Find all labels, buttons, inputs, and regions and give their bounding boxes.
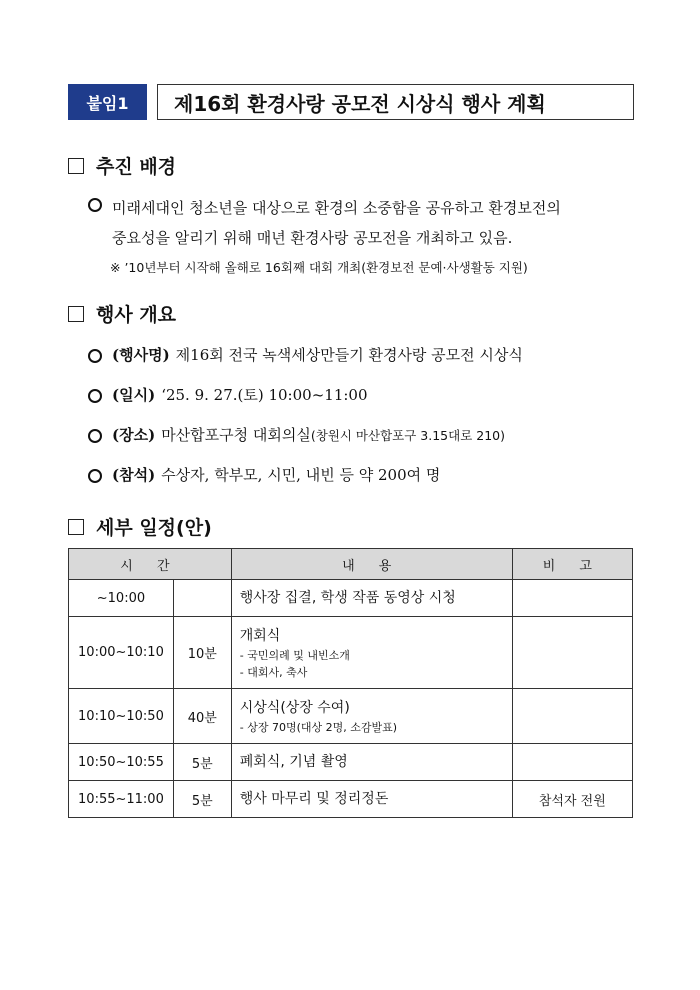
circle-bullet-icon [88,198,102,212]
overview-item-attendees: (참석) 수상자, 학부모, 시민, 내빈 등 약 200여 명 [88,464,440,485]
background-bullet [88,193,642,253]
header-content: 내 용 [231,549,512,580]
background-line-2: 중요성을 알리기 위해 매년 환경사랑 공모전을 개최하고 있음. [112,229,513,247]
overview-item-place: (장소) 마산합포구청 대회의실 (창원시 마산합포구 3.15대로 210) [88,424,505,445]
checkbox-square-icon [68,519,84,535]
circle-bullet-icon [88,349,102,363]
header-time: 시 간 [69,549,232,580]
checkbox-square-icon [68,306,84,322]
circle-bullet-icon [88,389,102,403]
table-row: 10:00~10:10 10분 개회식 - 국민의례 및 내빈소개 - 대회사, 축사 [69,617,633,689]
header-note: 비 고 [512,549,632,580]
background-note: ※ ’10년부터 시작해 올해로 16회째 대회 개최(환경보전 문예·사생활동 지원) [110,260,528,275]
table-row: ~10:00 행사장 집결, 학생 작품 동영상 시청 [69,580,633,617]
checkbox-square-icon [68,158,84,174]
overview-item-date: (일시) ‘25. 9. 27.(토) 10:00~11:00 [88,384,368,405]
document-header [68,84,634,120]
overview-item-name: (행사명) 제16회 전국 녹색세상만들기 환경사랑 공모전 시상식 [88,344,523,365]
background-line-1: 미래세대인 청소년을 대상으로 환경의 소중함을 공유하고 환경보전의 [112,199,561,217]
document-title: 제16회 환경사랑 공모전 시상식 행사 계획 [157,84,634,120]
table-row: 10:55~11:00 5분 행사 마무리 및 정리정돈 참석자 전원 [69,781,633,818]
table-row: 10:50~10:55 5분 폐회식, 기념 촬영 [69,744,633,781]
table-header-row [69,549,633,580]
section-overview: 행사 개요 [68,300,176,327]
section-background: 추진 배경 [68,152,176,179]
circle-bullet-icon [88,469,102,483]
schedule-table [68,548,633,818]
table-row: 10:10~10:50 40분 시상식(상장 수여) - 상장 70명(대상 2명, 소감발표) [69,689,633,744]
circle-bullet-icon [88,429,102,443]
section-schedule: 세부 일정(안) [68,513,212,540]
attachment-badge: 붙임1 [68,84,147,120]
